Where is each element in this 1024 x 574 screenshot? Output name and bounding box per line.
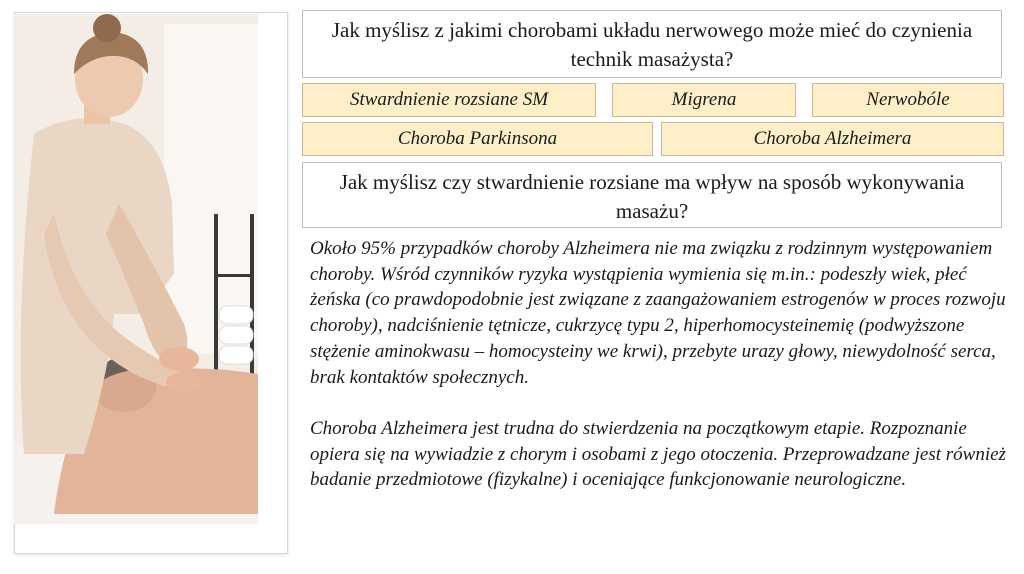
paragraph-1: Około 95% przypadków choroby Alzheimera nie ma związku z rodzinnym występowaniem choroby. Wśród czynników ryzyka wystąpienia wymienia się m.in.: podeszły wiek, płeć żeńska (co prawdopodobnie jest związane z zaangażowaniem estrogenów w proces rozwoju choroby), nadciśnienie tętnicze, cukrzycę typu 2, hiperhomocysteinemię (podwyższone stężenie aminokwasu – homocysteiny we krwi), przebyte urazy głowy, niewydolność serca, brak kontaktów społecznych. [310,238,1006,388]
answer-box-neuralgia [812,83,1004,117]
answer-box-migraine [612,83,796,117]
question-2-text: Jak myślisz czy stwardnienie rozsiane ma wpływ na sposób wykonywania masażu? [339,170,965,223]
answer-box-parkinson [302,122,653,156]
massage-photo [14,14,258,524]
question-1-text: Jak myślisz z jakimi chorobami układu nerwowego może mieć do czynienia technik masażysta? [331,18,973,71]
paragraph-2: Choroba Alzheimera jest trudna do stwierdzenia na początkowym etapie. Rozpoznanie opiera się na wywiadzie z chorym i osobami z jego otoczenia. Przeprowadzane jest również badanie przedmiotowe (fizykalne) i oceniające funkcjonowanie neurologiczne. [310,417,1006,491]
answer-label: Choroba Parkinsona [397,128,558,149]
answer-box-ms [302,83,596,117]
question-box-2 [302,162,1002,228]
answer-box-alzheimer [661,122,1004,156]
body-text [310,236,1010,493]
answer-label: Nerwobóle [866,89,950,110]
question-box-1 [302,10,1002,78]
massage-illustration [14,14,258,524]
answer-label: Migrena [671,89,737,110]
answer-label: Stwardnienie rozsiane SM [349,89,549,110]
answer-label: Choroba Alzheimera [753,128,912,149]
